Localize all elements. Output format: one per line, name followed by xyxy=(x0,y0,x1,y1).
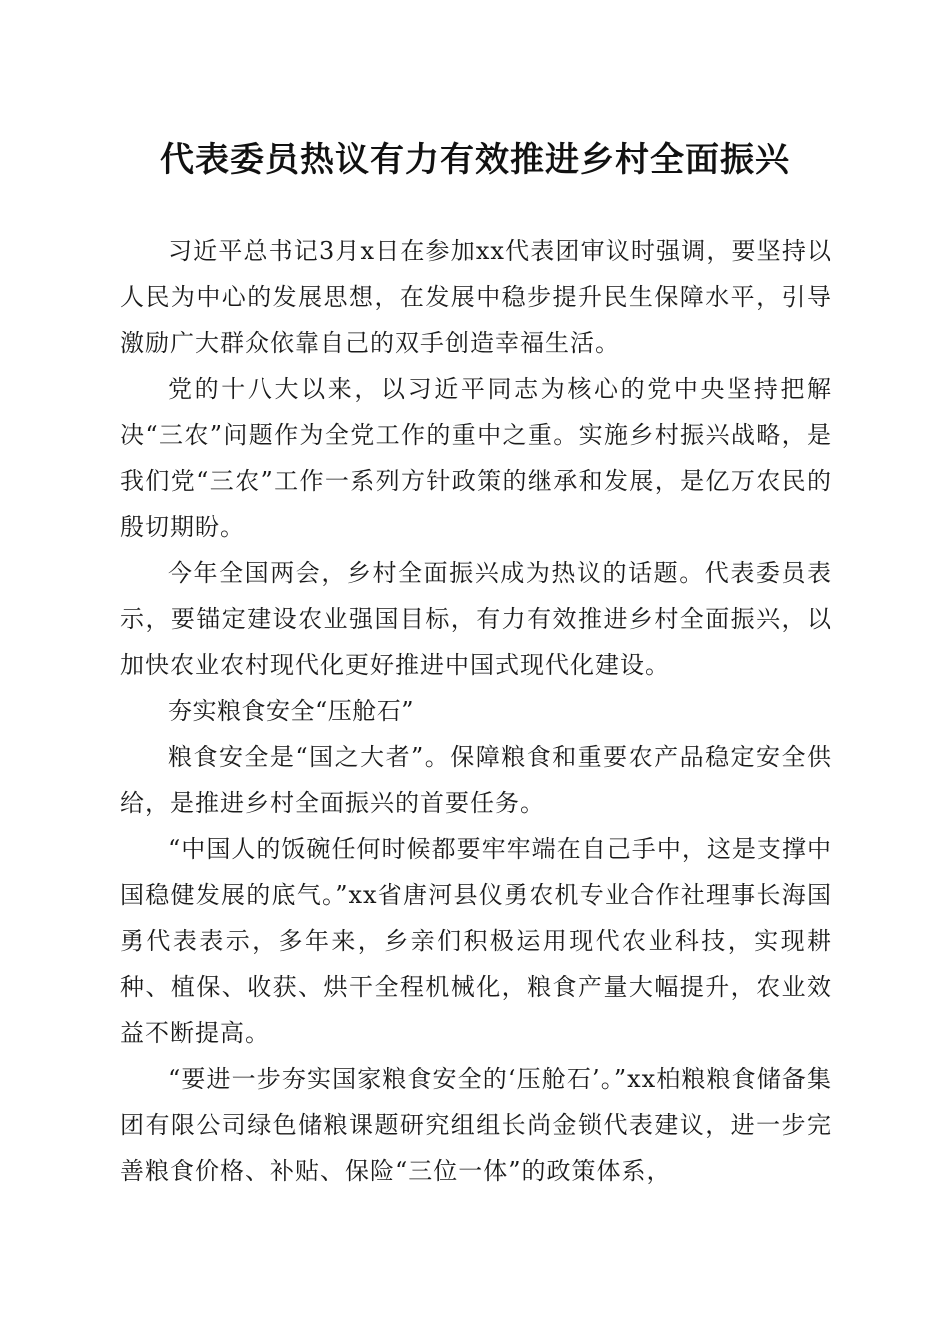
section-heading-food-security: 夯实粮食安全“压舱石” xyxy=(168,697,415,725)
document-title: 代表委员热议有力有效推进乡村全面振兴 xyxy=(160,140,790,180)
paragraph-food-security: 粮食安全是“国之大者”。保障粮食和重要农产品稳定安全供给，是推进乡村全面振兴的首要任务。 xyxy=(120,743,832,817)
paragraph-intro: 习近平总书记3月x日在参加xx代表团审议时强调，要坚持以人民为中心的发展思想，在发展中稳步提升民生保障水平，引导激励广大群众依靠自己的双手创造幸福生活。 xyxy=(120,237,832,357)
paragraph-two-sessions: 今年全国两会，乡村全面振兴成为热议的话题。代表委员表示，要锚定建设农业强国目标，有力有效推进乡村全面振兴，以加快农业农村现代化更好推进中国式现代化建设。 xyxy=(120,559,832,679)
paragraph-quote-hai: “中国人的饭碗任何时候都要牢牢端在自己手中，这是支撑中国稳健发展的底气。”xx省唐河县仪勇农机专业合作社理事长海国勇代表表示，多年来，乡亲们积极运用现代农业科技，实现耕种、植保、收获、烘干全程机械化，粮食产量大幅提升，农业效益不断提高。 xyxy=(120,835,832,1047)
paragraph-quote-shang: “要进一步夯实国家粮食安全的‘压舱石’。”xx柏粮粮食储备集团有限公司绿色储粮课题研究组组长尚金锁代表建议，进一步完善粮食价格、补贴、保险“三位一体”的政策体系， xyxy=(120,1065,832,1185)
document-body xyxy=(120,228,832,1194)
paragraph-background: 党的十八大以来，以习近平同志为核心的党中央坚持把解决“三农”问题作为全党工作的重中之重。实施乡村振兴战略，是我们党“三农”工作一系列方针政策的继承和发展，是亿万农民的殷切期盼。 xyxy=(120,375,832,541)
